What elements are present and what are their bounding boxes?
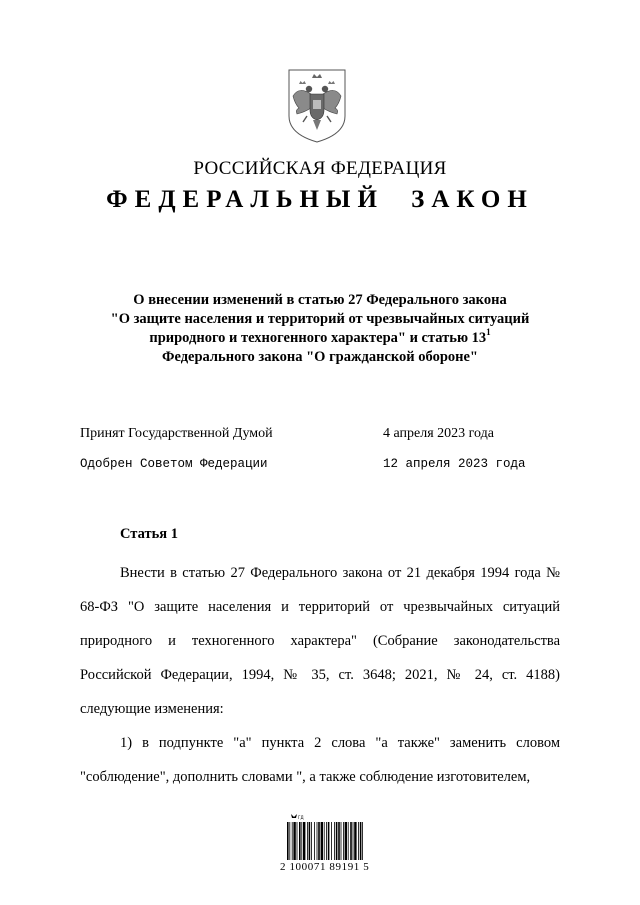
article-paragraph: 1) в подпункте "а" пункта 2 слова "а также" заменить словом "соблюдение", дополнить словами ", а также соблюдение изготовителем, [80,735,560,785]
title-superscript: 1 [486,327,491,337]
barcode-icon [285,812,367,862]
svg-text:ГД: ГД [298,815,304,820]
council-label: Одобрен Советом Федерации [80,457,268,471]
country-name: РОССИЙСКАЯ ФЕДЕРАЦИЯ [193,158,447,179]
article-heading: Статья 1 [120,526,178,542]
council-date: 12 апреля 2023 года [383,457,526,471]
document-type: ФЕДЕРАЛЬНЫЙ ЗАКОН [106,186,534,213]
law-title [40,291,600,367]
title-line-text: природного и техногенного характера" и статью 13 [149,330,487,346]
title-line: Федерального закона "О гражданской обороне" [162,349,478,365]
title-line: О внесении изменений в статью 27 Федерального закона [133,292,507,308]
article-paragraph: Внести в статью 27 Федерального закона от 21 декабря 1994 года № 68-ФЗ "О защите населения и территорий от чрезвычайных ситуаций природного и техногенного характера" (Собрание законодательства Российской Федерации, 1994, № 35, ст. 3648; 2021, № 24, ст. 4188) следующие изменения: [80,565,560,717]
title-line [40,329,600,348]
article-body [80,556,560,794]
duma-label: Принят Государственной Думой [80,426,273,441]
barcode-number: 2 100071 89191 5 [280,861,370,873]
duma-date: 4 апреля 2023 года [383,426,494,441]
title-line: "О защите населения и территорий от чрезвычайных ситуаций [110,311,530,327]
coat-of-arms-icon [285,68,349,144]
